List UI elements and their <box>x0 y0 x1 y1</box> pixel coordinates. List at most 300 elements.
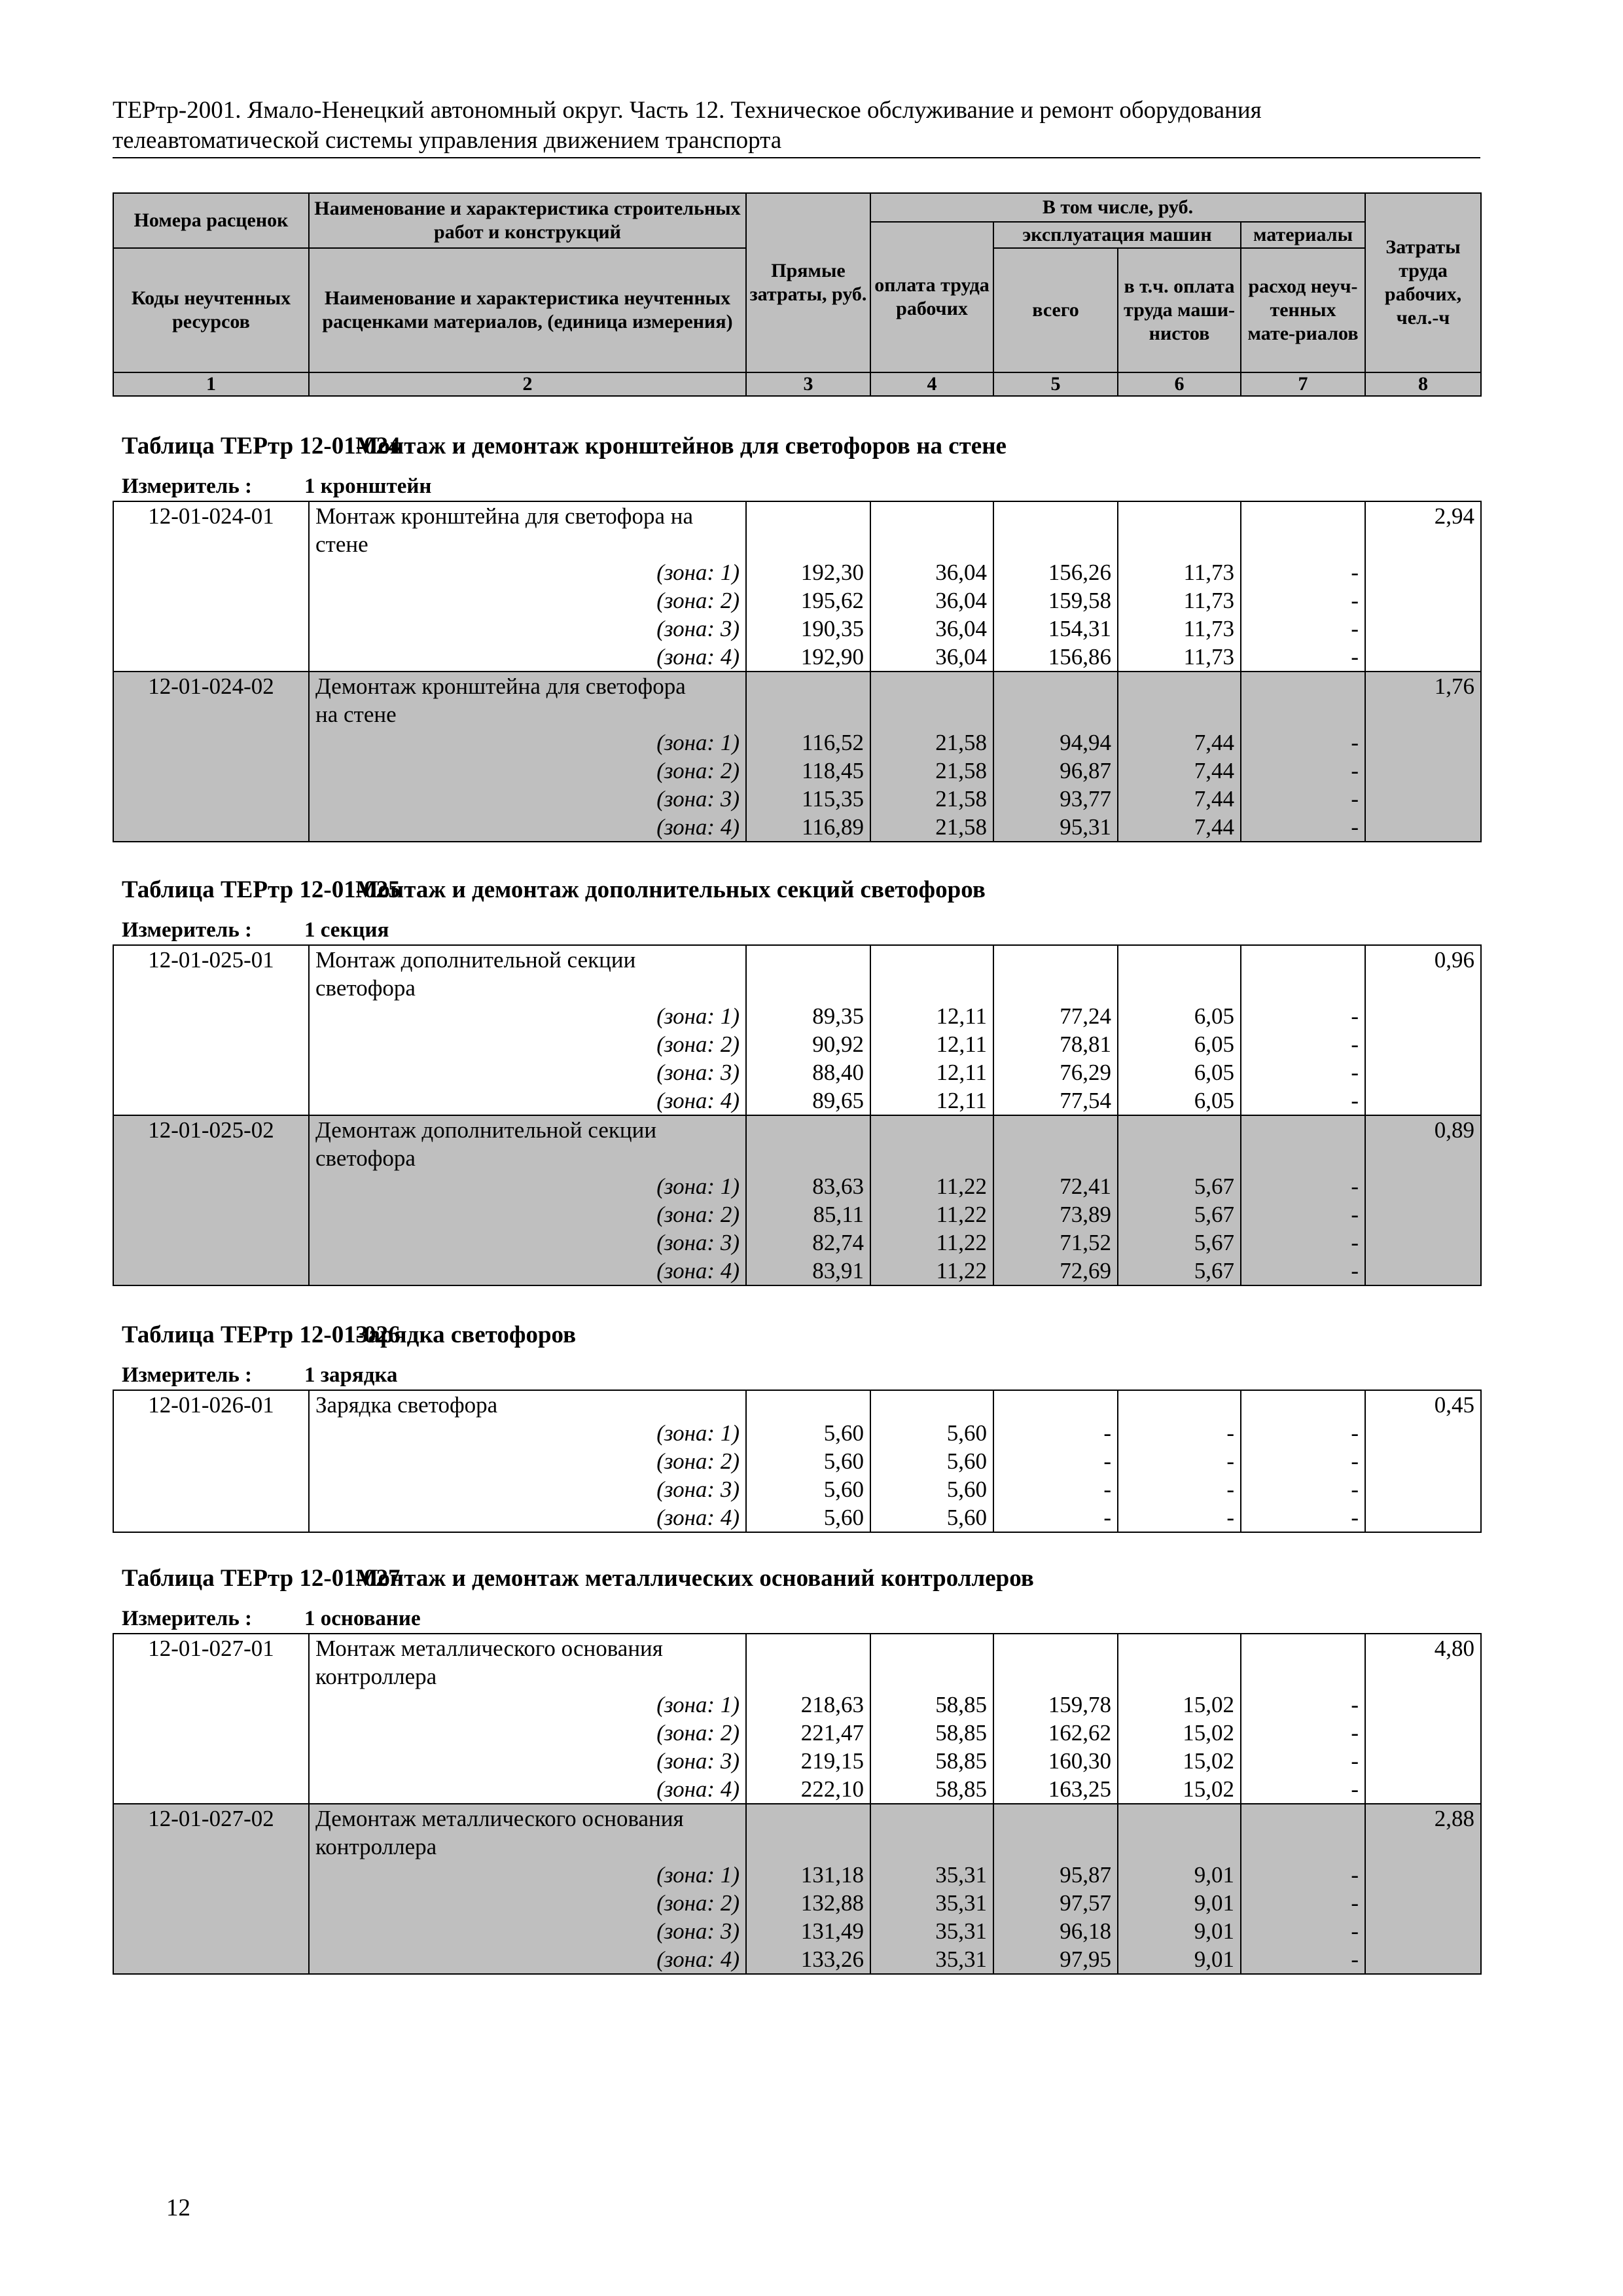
empty-cell <box>1365 1833 1481 1861</box>
empty-cell <box>993 700 1118 728</box>
direct-costs: 90,92 <box>746 1030 870 1058</box>
direct-costs: 115,35 <box>746 785 870 813</box>
zone-label: (зона: 1) <box>309 1419 746 1447</box>
empty-cell <box>113 643 309 672</box>
worker-pay: 5,60 <box>870 1419 993 1447</box>
machinist-pay: 15,02 <box>1118 1747 1241 1775</box>
zone-row <box>113 1419 1481 1447</box>
empty-cell <box>1365 1144 1481 1172</box>
section-title-text: Монтаж и демонтаж дополнительных секций светофоров <box>355 876 986 903</box>
materials: - <box>1241 1945 1365 1974</box>
measure-unit: 1 кронштейн <box>304 475 432 498</box>
empty-cell <box>1365 1447 1481 1475</box>
empty-cell <box>113 558 309 586</box>
zone-label: (зона: 4) <box>309 1775 746 1804</box>
zone-row <box>113 558 1481 586</box>
rate-row <box>113 1115 1481 1144</box>
empty-cell <box>1241 530 1365 558</box>
zone-label: (зона: 4) <box>309 1945 746 1974</box>
machinist-pay: 15,02 <box>1118 1719 1241 1747</box>
empty-cell <box>1365 1662 1481 1691</box>
worker-pay: 35,31 <box>870 1917 993 1945</box>
machine-total: 95,31 <box>993 813 1118 842</box>
worker-pay: 58,85 <box>870 1775 993 1804</box>
worker-pay: 11,22 <box>870 1257 993 1285</box>
rate-row <box>113 1634 1481 1662</box>
machinist-pay: - <box>1118 1419 1241 1447</box>
materials: - <box>1241 1889 1365 1917</box>
empty-cell <box>113 1257 309 1285</box>
empty-cell <box>1118 1115 1241 1144</box>
machine-total: 72,41 <box>993 1172 1118 1200</box>
empty-cell <box>1365 1086 1481 1115</box>
zone-row <box>113 728 1481 757</box>
zone-label: (зона: 2) <box>309 1889 746 1917</box>
zone-row <box>113 586 1481 615</box>
machine-total: 77,24 <box>993 1002 1118 1030</box>
worker-pay: 58,85 <box>870 1747 993 1775</box>
zone-label: (зона: 4) <box>309 813 746 842</box>
empty-cell <box>113 1419 309 1447</box>
col-unaccounted-materials: расход неуч-тенных мате-риалов <box>1241 248 1365 372</box>
direct-costs: 5,60 <box>746 1475 870 1503</box>
machinist-pay: 7,44 <box>1118 785 1241 813</box>
empty-cell <box>746 1144 870 1172</box>
machine-total: 156,26 <box>993 558 1118 586</box>
empty-cell <box>1365 1503 1481 1532</box>
zone-label: (зона: 3) <box>309 1058 746 1086</box>
zone-label: (зона: 3) <box>309 1229 746 1257</box>
zone-label: (зона: 2) <box>309 757 746 785</box>
rate-row <box>113 945 1481 974</box>
section-table-number: Таблица ТЕРтр 12-01-026 <box>122 1321 401 1348</box>
empty-cell <box>1118 945 1241 974</box>
col-unaccounted-name: Наименование и характеристика неучтенных расценками материалов, (единица измерения) <box>309 248 746 372</box>
machinist-pay: - <box>1118 1503 1241 1532</box>
materials: - <box>1241 1058 1365 1086</box>
zone-row <box>113 1747 1481 1775</box>
empty-cell <box>1365 1945 1481 1974</box>
rate-name: Демонтаж кронштейна для светофора <box>309 672 746 700</box>
direct-costs: 116,89 <box>746 813 870 842</box>
labor-costs: 0,96 <box>1365 945 1481 974</box>
measure-label: Измеритель : <box>122 475 253 498</box>
worker-pay: 36,04 <box>870 586 993 615</box>
zone-row <box>113 785 1481 813</box>
empty-cell <box>1241 1634 1365 1662</box>
rate-row-continued <box>113 700 1481 728</box>
labor-costs: 0,45 <box>1365 1390 1481 1419</box>
worker-pay: 58,85 <box>870 1719 993 1747</box>
empty-cell <box>1365 785 1481 813</box>
col-worker-pay: оплата труда рабочих <box>870 222 993 372</box>
machinist-pay: 9,01 <box>1118 1889 1241 1917</box>
empty-cell <box>1365 700 1481 728</box>
empty-cell <box>1365 1917 1481 1945</box>
rate-code: 12-01-025-01 <box>113 945 309 974</box>
empty-cell <box>1365 1719 1481 1747</box>
rate-table <box>113 501 1482 842</box>
worker-pay: 12,11 <box>870 1002 993 1030</box>
machine-total: 154,31 <box>993 615 1118 643</box>
empty-cell <box>113 1002 309 1030</box>
empty-cell <box>746 700 870 728</box>
section-table-number: Таблица ТЕРтр 12-01-024 <box>122 433 401 459</box>
zone-label: (зона: 1) <box>309 558 746 586</box>
labor-costs: 2,88 <box>1365 1804 1481 1833</box>
machine-total: 77,54 <box>993 1086 1118 1115</box>
empty-cell <box>746 945 870 974</box>
empty-cell <box>870 501 993 530</box>
empty-cell <box>746 1115 870 1144</box>
direct-costs: 131,18 <box>746 1861 870 1889</box>
machinist-pay: 11,73 <box>1118 558 1241 586</box>
empty-cell <box>113 785 309 813</box>
empty-cell <box>113 757 309 785</box>
empty-cell <box>993 501 1118 530</box>
empty-cell <box>113 1945 309 1974</box>
rate-code: 12-01-024-02 <box>113 672 309 700</box>
rate-name: Монтаж металлического основания <box>309 1634 746 1662</box>
zone-row <box>113 1058 1481 1086</box>
machine-total: 93,77 <box>993 785 1118 813</box>
rate-row-continued <box>113 1833 1481 1861</box>
empty-cell <box>1365 974 1481 1002</box>
materials: - <box>1241 558 1365 586</box>
materials: - <box>1241 1257 1365 1285</box>
empty-cell <box>870 530 993 558</box>
materials: - <box>1241 1086 1365 1115</box>
zone-label: (зона: 3) <box>309 615 746 643</box>
rate-name-continued: светофора <box>309 974 746 1002</box>
empty-cell <box>1365 1030 1481 1058</box>
rate-name-continued: светофора <box>309 1144 746 1172</box>
materials: - <box>1241 1719 1365 1747</box>
empty-cell <box>993 974 1118 1002</box>
rate-row <box>113 501 1481 530</box>
empty-cell <box>113 615 309 643</box>
page-number: 12 <box>166 2195 190 2221</box>
rate-name: Демонтаж металлического основания <box>309 1804 746 1833</box>
direct-costs: 195,62 <box>746 586 870 615</box>
section-measure <box>122 1605 421 1632</box>
zone-label: (зона: 1) <box>309 1172 746 1200</box>
empty-cell <box>870 672 993 700</box>
materials: - <box>1241 1030 1365 1058</box>
empty-cell <box>1365 558 1481 586</box>
col-number: 3 <box>746 372 870 396</box>
machine-total: 76,29 <box>993 1058 1118 1086</box>
empty-cell <box>113 586 309 615</box>
materials: - <box>1241 586 1365 615</box>
direct-costs: 5,60 <box>746 1503 870 1532</box>
machinist-pay: 9,01 <box>1118 1861 1241 1889</box>
empty-cell <box>113 1475 309 1503</box>
empty-cell <box>746 672 870 700</box>
col-number: 1 <box>113 372 309 396</box>
zone-row <box>113 1503 1481 1532</box>
materials: - <box>1241 1861 1365 1889</box>
machinist-pay: 5,67 <box>1118 1172 1241 1200</box>
empty-cell <box>1365 1002 1481 1030</box>
worker-pay: 11,22 <box>870 1172 993 1200</box>
materials: - <box>1241 1229 1365 1257</box>
machine-total: 95,87 <box>993 1861 1118 1889</box>
zone-label: (зона: 3) <box>309 1747 746 1775</box>
rate-name: Монтаж дополнительной секции <box>309 945 746 974</box>
empty-cell <box>1365 530 1481 558</box>
machinist-pay: 11,73 <box>1118 586 1241 615</box>
worker-pay: 5,60 <box>870 1503 993 1532</box>
machine-total: 163,25 <box>993 1775 1118 1804</box>
empty-cell <box>1365 1861 1481 1889</box>
empty-cell <box>870 1804 993 1833</box>
empty-cell <box>1241 672 1365 700</box>
labor-costs: 2,94 <box>1365 501 1481 530</box>
empty-cell <box>1365 1475 1481 1503</box>
section-title-text: Монтаж и демонтаж металлических оснований контроллеров <box>355 1565 1034 1592</box>
zone-label: (зона: 1) <box>309 1691 746 1719</box>
zone-row <box>113 1475 1481 1503</box>
zone-row <box>113 1257 1481 1285</box>
section-measure <box>122 473 431 499</box>
machine-total: 94,94 <box>993 728 1118 757</box>
rate-table <box>113 944 1482 1286</box>
direct-costs: 89,65 <box>746 1086 870 1115</box>
empty-cell <box>113 1058 309 1086</box>
zone-label: (зона: 3) <box>309 1475 746 1503</box>
machinist-pay: 6,05 <box>1118 1002 1241 1030</box>
machinist-pay: 7,44 <box>1118 728 1241 757</box>
zone-label: (зона: 4) <box>309 1503 746 1532</box>
worker-pay: 12,11 <box>870 1058 993 1086</box>
rate-row-continued <box>113 1144 1481 1172</box>
machinist-pay: 11,73 <box>1118 643 1241 672</box>
empty-cell <box>1365 1889 1481 1917</box>
machine-total: - <box>993 1475 1118 1503</box>
empty-cell <box>113 974 309 1002</box>
direct-costs: 88,40 <box>746 1058 870 1086</box>
empty-cell <box>993 945 1118 974</box>
worker-pay: 21,58 <box>870 813 993 842</box>
machinist-pay: 7,44 <box>1118 757 1241 785</box>
empty-cell <box>993 1115 1118 1144</box>
machinist-pay: 5,67 <box>1118 1200 1241 1229</box>
zone-label: (зона: 1) <box>309 1002 746 1030</box>
direct-costs: 133,26 <box>746 1945 870 1974</box>
empty-cell <box>993 530 1118 558</box>
empty-cell <box>113 1030 309 1058</box>
col-direct-costs: Прямые затраты, руб. <box>746 193 870 372</box>
direct-costs: 132,88 <box>746 1889 870 1917</box>
rate-row-continued <box>113 1662 1481 1691</box>
materials: - <box>1241 1503 1365 1532</box>
section-table-number: Таблица ТЕРтр 12-01-025 <box>122 876 401 903</box>
machinist-pay: 15,02 <box>1118 1775 1241 1804</box>
zone-row <box>113 757 1481 785</box>
machinist-pay: 5,67 <box>1118 1229 1241 1257</box>
worker-pay: 5,60 <box>870 1475 993 1503</box>
worker-pay: 21,58 <box>870 757 993 785</box>
rate-row <box>113 672 1481 700</box>
materials: - <box>1241 1691 1365 1719</box>
zone-label: (зона: 2) <box>309 1200 746 1229</box>
empty-cell <box>113 1747 309 1775</box>
rate-name: Демонтаж дополнительной секции <box>309 1115 746 1144</box>
empty-cell <box>870 1662 993 1691</box>
machine-total: 159,78 <box>993 1691 1118 1719</box>
zone-row <box>113 1229 1481 1257</box>
empty-cell <box>746 530 870 558</box>
section-title <box>122 1564 1034 1593</box>
machine-total: 96,87 <box>993 757 1118 785</box>
labor-costs: 4,80 <box>1365 1634 1481 1662</box>
rate-name-continued: на стене <box>309 700 746 728</box>
zone-row <box>113 1775 1481 1804</box>
empty-cell <box>1241 1833 1365 1861</box>
empty-cell <box>870 974 993 1002</box>
machine-total: 162,62 <box>993 1719 1118 1747</box>
empty-cell <box>113 1503 309 1532</box>
empty-cell <box>746 1390 870 1419</box>
rate-name-continued: стене <box>309 530 746 558</box>
empty-cell <box>113 1833 309 1861</box>
empty-cell <box>1118 974 1241 1002</box>
empty-cell <box>1365 1257 1481 1285</box>
machine-total: 156,86 <box>993 643 1118 672</box>
zone-label: (зона: 4) <box>309 1086 746 1115</box>
materials: - <box>1241 1200 1365 1229</box>
rate-table <box>113 1633 1482 1975</box>
empty-cell <box>1365 813 1481 842</box>
header-line-2: телеавтоматической системы управления движением транспорта <box>113 127 782 154</box>
empty-cell <box>1118 672 1241 700</box>
zone-label: (зона: 1) <box>309 728 746 757</box>
machinist-pay: 5,67 <box>1118 1257 1241 1285</box>
empty-cell <box>113 1775 309 1804</box>
zone-row <box>113 813 1481 842</box>
direct-costs: 219,15 <box>746 1747 870 1775</box>
empty-cell <box>1365 757 1481 785</box>
materials: - <box>1241 1419 1365 1447</box>
col-number: 5 <box>993 372 1118 396</box>
zone-row <box>113 1889 1481 1917</box>
zone-row <box>113 643 1481 672</box>
materials: - <box>1241 615 1365 643</box>
empty-cell <box>1241 1144 1365 1172</box>
measure-label: Измеритель : <box>122 918 253 942</box>
empty-cell <box>1118 1390 1241 1419</box>
empty-cell <box>746 1804 870 1833</box>
empty-cell <box>113 1662 309 1691</box>
empty-cell <box>1365 586 1481 615</box>
empty-cell <box>113 1861 309 1889</box>
zone-row <box>113 1086 1481 1115</box>
empty-cell <box>113 1889 309 1917</box>
section-title-text: Зарядка светофоров <box>355 1321 577 1348</box>
zone-label: (зона: 2) <box>309 1030 746 1058</box>
machine-total: 73,89 <box>993 1200 1118 1229</box>
empty-cell <box>746 501 870 530</box>
empty-cell <box>746 974 870 1002</box>
zone-row <box>113 1691 1481 1719</box>
labor-costs: 1,76 <box>1365 672 1481 700</box>
empty-cell <box>113 1719 309 1747</box>
zone-row <box>113 1861 1481 1889</box>
empty-cell <box>1241 974 1365 1002</box>
rate-code: 12-01-024-01 <box>113 501 309 530</box>
col-machinist-pay: в т.ч. оплата труда маши-нистов <box>1118 248 1241 372</box>
materials: - <box>1241 1747 1365 1775</box>
empty-cell <box>870 1833 993 1861</box>
zone-row <box>113 1447 1481 1475</box>
col-materials: материалы <box>1241 222 1365 248</box>
worker-pay: 11,22 <box>870 1200 993 1229</box>
measure-label: Измеритель : <box>122 1363 253 1387</box>
materials: - <box>1241 813 1365 842</box>
direct-costs: 83,91 <box>746 1257 870 1285</box>
empty-cell <box>1118 1662 1241 1691</box>
empty-cell <box>1241 700 1365 728</box>
col-including: В том числе, руб. <box>870 193 1365 222</box>
materials: - <box>1241 1447 1365 1475</box>
rate-row-continued <box>113 530 1481 558</box>
rate-code: 12-01-027-02 <box>113 1804 309 1833</box>
zone-row <box>113 1002 1481 1030</box>
empty-cell <box>746 1833 870 1861</box>
zone-row <box>113 1917 1481 1945</box>
header-line-1: ТЕРтр-2001. Ямало-Ненецкий автономный округ. Часть 12. Техническое обслуживание и ремонт оборудования <box>113 97 1262 124</box>
machinist-pay: 6,05 <box>1118 1086 1241 1115</box>
empty-cell <box>1365 1775 1481 1804</box>
empty-cell <box>993 1662 1118 1691</box>
machinist-pay: 9,01 <box>1118 1917 1241 1945</box>
rate-row-continued <box>113 974 1481 1002</box>
zone-label: (зона: 3) <box>309 785 746 813</box>
worker-pay: 35,31 <box>870 1861 993 1889</box>
empty-cell <box>1241 945 1365 974</box>
empty-cell <box>1241 1115 1365 1144</box>
empty-cell <box>113 530 309 558</box>
empty-cell <box>1365 1229 1481 1257</box>
machine-total: 97,95 <box>993 1945 1118 1974</box>
section-measure <box>122 917 389 943</box>
direct-costs: 221,47 <box>746 1719 870 1747</box>
empty-cell <box>1365 1747 1481 1775</box>
rate-name: Зарядка светофора <box>309 1390 746 1419</box>
measure-label: Измеритель : <box>122 1607 253 1630</box>
machinist-pay: 7,44 <box>1118 813 1241 842</box>
empty-cell <box>1241 1662 1365 1691</box>
materials: - <box>1241 728 1365 757</box>
section-table-number: Таблица ТЕРтр 12-01-027 <box>122 1565 401 1592</box>
empty-cell <box>113 1447 309 1475</box>
empty-cell <box>113 813 309 842</box>
section-measure <box>122 1362 397 1388</box>
zone-label: (зона: 2) <box>309 586 746 615</box>
direct-costs: 5,60 <box>746 1447 870 1475</box>
materials: - <box>1241 1775 1365 1804</box>
col-rate-numbers: Номера расценок <box>113 193 309 248</box>
zone-label: (зона: 3) <box>309 1917 746 1945</box>
direct-costs: 192,30 <box>746 558 870 586</box>
empty-cell <box>1241 1804 1365 1833</box>
materials: - <box>1241 1917 1365 1945</box>
empty-cell <box>870 945 993 974</box>
empty-cell <box>746 1634 870 1662</box>
col-number: 4 <box>870 372 993 396</box>
machinist-pay: 11,73 <box>1118 615 1241 643</box>
